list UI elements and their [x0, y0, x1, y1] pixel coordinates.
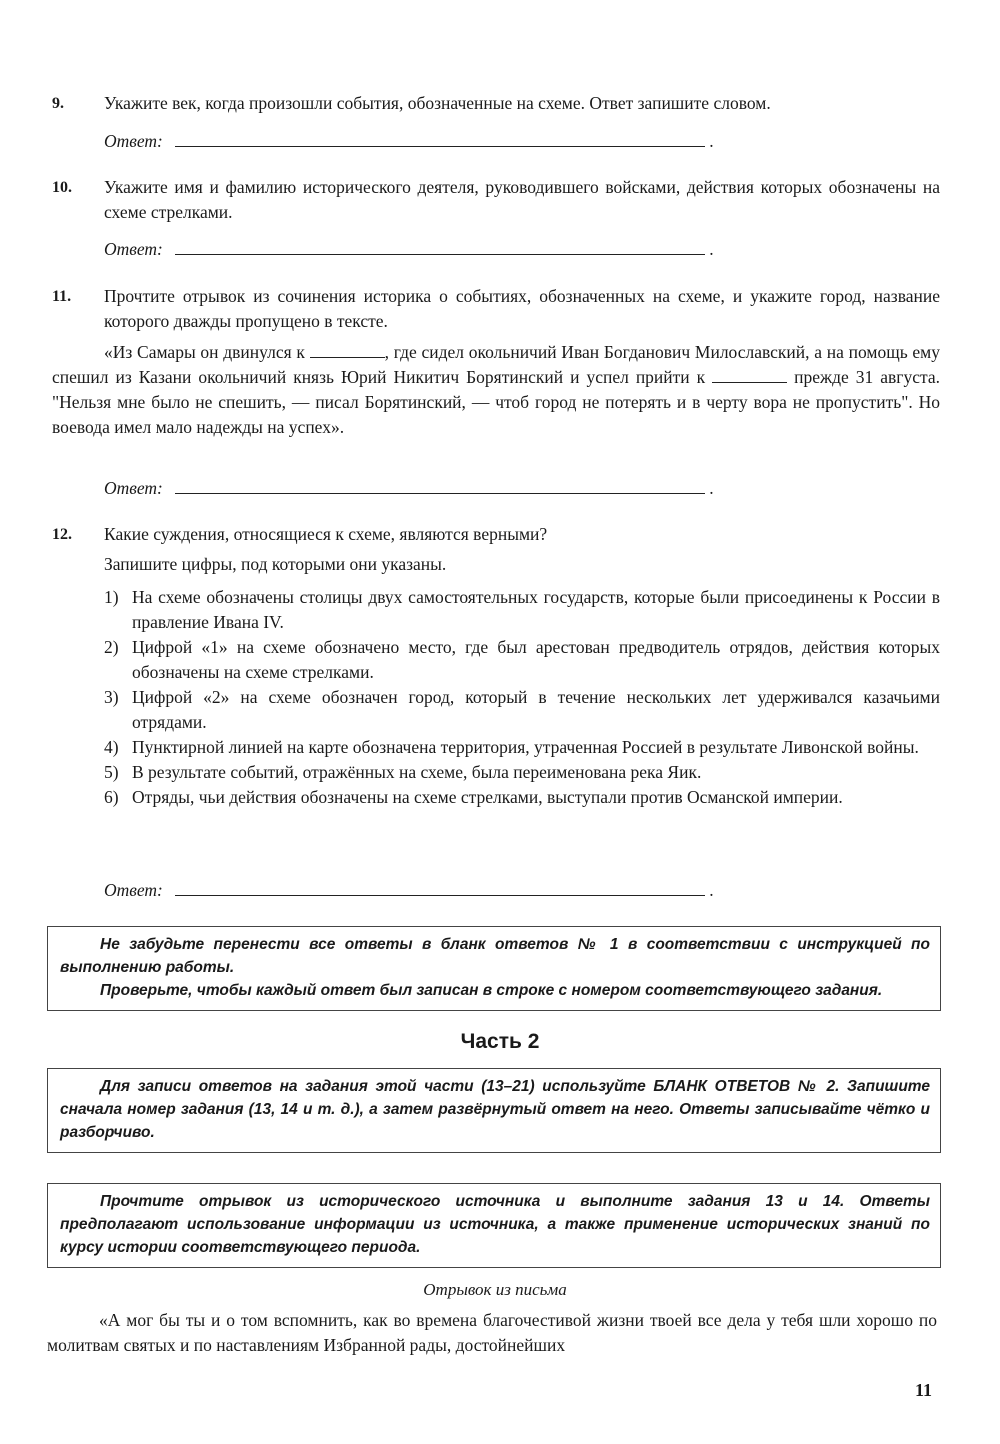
page-number: 11 [915, 1380, 933, 1400]
source-instruction-box: Прочтите отрывок из исторического источника и выполните задания 13 и 14. Ответы предполагают использование информации из источника, а также применение исторических знаний по курсу истории соответствующего периода. [47, 1183, 941, 1268]
option-item: 6) Отряды, чьи действия обозначены на схеме стрелками, выступали против Османской империи. [104, 787, 843, 807]
option-item: 1) На схеме обозначены столицы двух самостоятельных государств, которые были присоединены к России в правление Ивана IV. [104, 587, 940, 632]
options-list [104, 585, 940, 810]
option-item: 3) Цифрой «2» на схеме обозначен город, который в течение нескольких лет удерживался казачьими отрядами. [104, 687, 940, 732]
part-title: Часть 2 [460, 1030, 540, 1053]
source-title: Отрывок из письма [423, 1280, 567, 1299]
answer-field[interactable]: Ответ: . [104, 131, 714, 151]
question-subtext: Запишите цифры, под которыми они указаны. [104, 554, 447, 574]
question-number: 11. [52, 288, 72, 305]
option-item: 4) Пунктирной линией на карте обозначена территория, утраченная Россией в результате Ливонской войны. [104, 737, 919, 757]
option-item: 2) Цифрой «1» на схеме обозначено место, где был арестован предводитель отрядов, действия которых обозначены на схеме стрелками. [104, 637, 940, 682]
question-number: 9. [52, 95, 64, 112]
answer-label: Ответ: [104, 239, 163, 259]
answer-field[interactable]: Ответ: . [104, 880, 714, 900]
question-number: 10. [52, 179, 72, 196]
option-item: 5) В результате событий, отражённых на схеме, была переименована река Яик. [104, 762, 702, 782]
answer-field[interactable]: Ответ: . [104, 478, 714, 498]
transfer-notice-box: Не забудьте перенести все ответы в бланк ответов № 1 в соответствии с инструкцией по выполнению работы. Проверьте, чтобы каждый ответ был записан в строке с номером соответствующего задания. [47, 926, 941, 1011]
answer-label: Ответ: [104, 880, 163, 900]
source-text: «А мог бы ты и о том вспомнить, как во времена благочестивой жизни твоей все дела у тебя шли хорошо по молитвам святых и по наставлениям Избранной рады, достойнейших [47, 1310, 937, 1355]
answer-label: Ответ: [104, 131, 163, 151]
answer-field[interactable]: Ответ: . [104, 239, 714, 259]
blank-gap [310, 343, 385, 358]
historian-quote: «Из Самары он двинулся к , где сидел окольничий Иван Богданович Милославский, а на помощь ему спешил из Казани окольничий князь Юрий Никитич Борятинский и успел прийти к прежде 31 августа. "Нельзя мне было не спешить, — писал Борятинский, — чтоб город не потерять и в черту вора не пропустить". Но воевода имел мало надежды на успех». [52, 342, 940, 437]
question-number: 12. [52, 526, 72, 543]
question-text: Какие суждения, относящиеся к схеме, являются верными? [104, 524, 548, 544]
question-text: Прочтите отрывок из сочинения историка о событиях, обозначенных на схеме, и укажите город, название которого дважды пропущено в тексте. [104, 286, 940, 331]
question-text: Укажите век, когда произошли события, обозначенные на схеме. Ответ запишите словом. [104, 93, 771, 113]
part2-instruction-box: Для записи ответов на задания этой части (13–21) используйте БЛАНК ОТВЕТОВ № 2. Запишите сначала номер задания (13, 14 и т. д.), а затем развёрнутый ответ на него. Ответы записывайте чётко и разборчиво. [47, 1068, 941, 1153]
blank-gap [712, 368, 787, 383]
answer-label: Ответ: [104, 478, 163, 498]
question-text: Укажите имя и фамилию исторического деятеля, руководившего войсками, действия которых обозначены на схеме стрелками. [104, 177, 940, 222]
